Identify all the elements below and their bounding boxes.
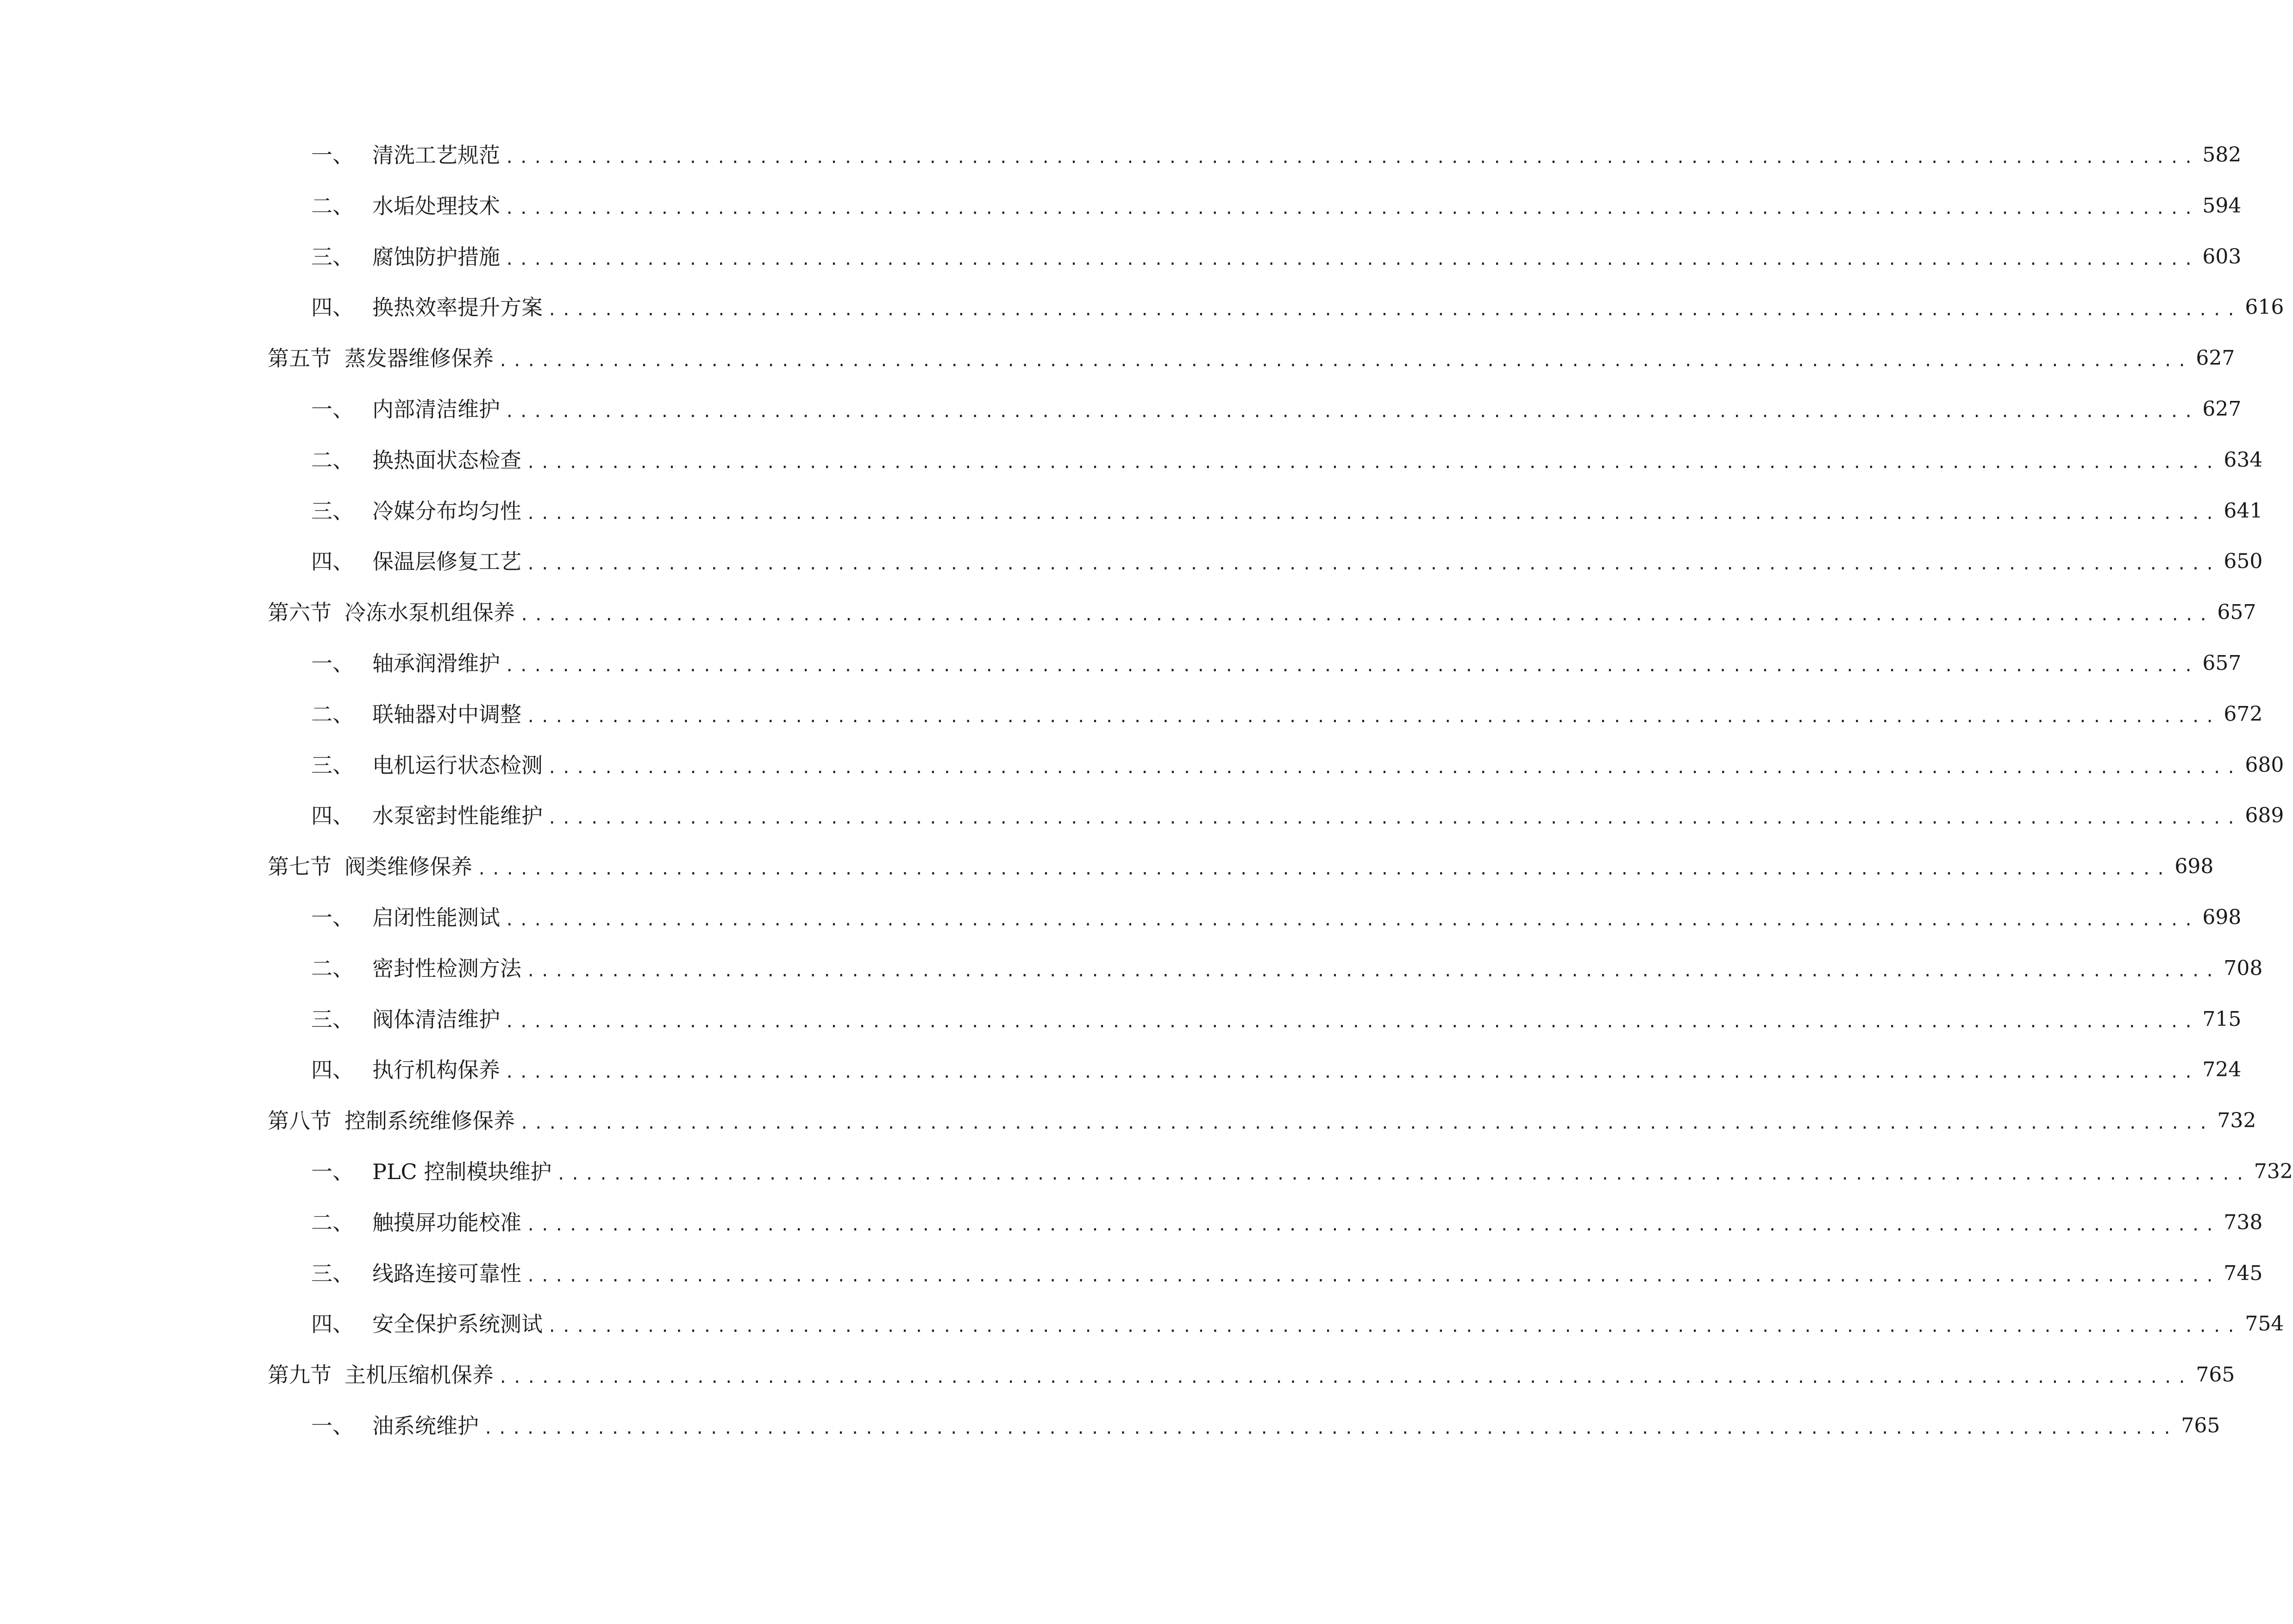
dot-leader: ........................................................................................................................ — [520, 1114, 2213, 1133]
dot-leader: ........................................................................................................................ — [477, 860, 2170, 879]
toc-entry-title: 安全保护系统测试 — [372, 1312, 543, 1337]
dot-leader: ........................................................................................................................ — [498, 1368, 2192, 1387]
toc-entry-title: 腐蚀防护措施 — [372, 244, 500, 269]
toc-entry-number: 三、 — [311, 244, 354, 269]
toc-section-entry[interactable] — [268, 594, 2256, 631]
toc-entry-number: 四、 — [311, 1312, 354, 1337]
toc-entry-number: 二、 — [311, 702, 354, 727]
toc-entry-number: 二、 — [311, 448, 354, 473]
dot-leader: ........................................................................................................................ — [498, 352, 2192, 370]
toc-entry-number: 一、 — [311, 143, 354, 168]
toc-entry-title: 线路连接可靠性 — [372, 1261, 521, 1286]
toc-entry-page-number: 732 — [2217, 1109, 2256, 1132]
toc-entry-page-number: 698 — [2174, 855, 2214, 878]
toc-entry-title: 触摸屏功能校准 — [372, 1210, 521, 1235]
toc-entry-number: 二、 — [311, 1210, 354, 1235]
dot-leader: ........................................................................................................................ — [526, 555, 2219, 574]
toc-entry-number: 四、 — [311, 1057, 354, 1082]
toc-item-entry[interactable] — [311, 696, 2263, 733]
toc-item-entry[interactable] — [311, 289, 2284, 326]
dot-leader: ........................................................................................................................ — [505, 200, 2198, 218]
dot-leader: ........................................................................................................................ — [526, 454, 2219, 472]
toc-entry-number: 一、 — [311, 651, 354, 676]
toc-entry-title: 联轴器对中调整 — [372, 702, 521, 727]
toc-entry-page-number: 650 — [2224, 550, 2263, 573]
toc-section-entry[interactable] — [268, 1102, 2256, 1139]
toc-entry-page-number: 641 — [2224, 499, 2263, 523]
toc-item-entry[interactable] — [311, 391, 2242, 428]
toc-entry-page-number: 634 — [2224, 448, 2263, 472]
dot-leader: ........................................................................................................................ — [505, 250, 2198, 269]
toc-entry-number: 第九节 — [268, 1362, 332, 1387]
toc-entry-page-number: 680 — [2245, 753, 2284, 777]
toc-entry-page-number: 738 — [2224, 1211, 2263, 1234]
toc-entry-page-number: 627 — [2202, 397, 2242, 421]
dot-leader: ........................................................................................................................ — [547, 1318, 2241, 1336]
dot-leader: ........................................................................................................................ — [505, 1063, 2198, 1082]
toc-item-entry[interactable] — [311, 1255, 2263, 1292]
dot-leader: ........................................................................................................................ — [505, 1013, 2198, 1031]
toc-entry-page-number: 657 — [2202, 651, 2242, 675]
toc-item-entry[interactable] — [311, 1051, 2242, 1088]
toc-entry-number: 第八节 — [268, 1108, 332, 1133]
toc-item-entry[interactable] — [311, 1407, 2220, 1444]
dot-leader: ........................................................................................................................ — [547, 759, 2241, 777]
toc-item-entry[interactable] — [311, 747, 2284, 784]
toc-entry-number: 一、 — [311, 1413, 354, 1438]
dot-leader: ........................................................................................................................ — [526, 962, 2219, 981]
toc-entry-title: PLC 控制模块维护 — [372, 1159, 552, 1184]
toc-entry-title: 水泵密封性能维护 — [372, 803, 543, 828]
dot-leader: ........................................................................................................................ — [520, 606, 2213, 625]
toc-entry-title: 换热面状态检查 — [372, 448, 521, 473]
toc-item-entry[interactable] — [311, 137, 2242, 174]
dot-leader: ........................................................................................................................ — [526, 708, 2219, 726]
toc-item-entry[interactable] — [311, 645, 2242, 682]
toc-item-entry[interactable] — [311, 187, 2242, 225]
toc-entry-page-number: 754 — [2245, 1312, 2284, 1336]
toc-entry-page-number: 708 — [2224, 956, 2263, 980]
toc-entry-number: 二、 — [311, 194, 354, 219]
toc-entry-page-number: 616 — [2245, 295, 2284, 319]
dot-leader: ........................................................................................................................ — [505, 911, 2198, 930]
toc-item-entry[interactable] — [311, 1153, 2293, 1190]
toc-entry-number: 四、 — [311, 295, 354, 320]
toc-entry-number: 一、 — [311, 397, 354, 422]
toc-entry-title: 阀类维修保养 — [345, 854, 472, 879]
toc-entry-title: 油系统维护 — [372, 1413, 479, 1438]
toc-entry-title: 控制系统维修保养 — [345, 1108, 515, 1133]
toc-entry-number: 四、 — [311, 803, 354, 828]
toc-item-entry[interactable] — [311, 797, 2284, 834]
toc-entry-number: 一、 — [311, 905, 354, 930]
toc-entry-title: 阀体清洁维护 — [372, 1007, 500, 1032]
toc-entry-page-number: 724 — [2202, 1058, 2242, 1081]
toc-entry-page-number: 745 — [2224, 1262, 2263, 1285]
toc-item-entry[interactable] — [311, 543, 2263, 580]
toc-entry-title: 轴承润滑维护 — [372, 651, 500, 676]
toc-section-entry[interactable] — [268, 340, 2235, 377]
toc-entry-page-number: 594 — [2202, 194, 2242, 218]
toc-entry-title: 冷冻水泵机组保养 — [345, 600, 515, 625]
toc-entry-page-number: 689 — [2245, 804, 2284, 827]
toc-entry-page-number: 765 — [2181, 1414, 2220, 1437]
toc-item-entry[interactable] — [311, 1204, 2263, 1241]
toc-entry-number: 三、 — [311, 753, 354, 778]
toc-entry-number: 二、 — [311, 956, 354, 981]
toc-entry-title: 水垢处理技术 — [372, 194, 500, 219]
toc-entry-title: 执行机构保养 — [372, 1057, 500, 1082]
toc-entry-page-number: 657 — [2217, 600, 2256, 624]
toc-entry-title: 冷媒分布均匀性 — [372, 499, 521, 524]
toc-entry-title: 换热效率提升方案 — [372, 295, 543, 320]
dot-leader: ........................................................................................................................ — [483, 1419, 2177, 1438]
toc-item-entry[interactable] — [311, 442, 2263, 479]
toc-entry-number: 三、 — [311, 1261, 354, 1286]
toc-item-entry[interactable] — [311, 493, 2263, 530]
toc-entry-title: 内部清洁维护 — [372, 397, 500, 422]
dot-leader: ........................................................................................................................ — [547, 809, 2241, 828]
toc-entry-title: 密封性检测方法 — [372, 956, 521, 981]
toc-entry-title: 启闭性能测试 — [372, 905, 500, 930]
toc-entry-page-number: 715 — [2202, 1007, 2242, 1031]
toc-entry-page-number: 627 — [2196, 346, 2235, 370]
toc-section-entry[interactable] — [268, 848, 2214, 885]
toc-entry-number: 三、 — [311, 499, 354, 524]
toc-entry-title: 电机运行状态检测 — [372, 753, 543, 778]
dot-leader: ........................................................................................................................ — [505, 657, 2198, 675]
dot-leader: ........................................................................................................................ — [526, 1216, 2219, 1235]
toc-section-entry[interactable] — [268, 1356, 2235, 1393]
toc-entry-page-number: 582 — [2202, 143, 2242, 167]
toc-item-entry[interactable] — [311, 1305, 2284, 1343]
toc-entry-number: 第五节 — [268, 346, 332, 371]
toc-entry-page-number: 672 — [2224, 702, 2263, 726]
toc-entry-page-number: 765 — [2196, 1363, 2235, 1387]
toc-entry-number: 三、 — [311, 1007, 354, 1032]
dot-leader: ........................................................................................................................ — [526, 1267, 2219, 1286]
toc-item-entry[interactable] — [311, 950, 2263, 987]
toc-entry-number: 第七节 — [268, 854, 332, 879]
toc-entry-page-number: 732 — [2254, 1160, 2293, 1183]
dot-leader: ........................................................................................................................ — [505, 149, 2198, 167]
toc-entry-title: 蒸发器维修保养 — [345, 346, 494, 371]
toc-entry-title: 清洗工艺规范 — [372, 143, 500, 168]
toc-entry-page-number: 698 — [2202, 906, 2242, 929]
dot-leader: ........................................................................................................................ — [505, 403, 2198, 421]
toc-entry-number: 四、 — [311, 549, 354, 574]
toc-entry-title: 主机压缩机保养 — [345, 1362, 494, 1387]
dot-leader: ........................................................................................................................ — [556, 1165, 2249, 1184]
toc-entry-number: 一、 — [311, 1159, 354, 1184]
toc-item-entry[interactable] — [311, 899, 2242, 936]
toc-entry-page-number: 603 — [2202, 245, 2242, 269]
dot-leader: ........................................................................................................................ — [547, 301, 2241, 319]
toc-entry-title: 保温层修复工艺 — [372, 549, 521, 574]
toc-item-entry[interactable] — [311, 238, 2242, 275]
dot-leader: ........................................................................................................................ — [526, 505, 2219, 523]
toc-item-entry[interactable] — [311, 1001, 2242, 1038]
toc-entry-number: 第六节 — [268, 600, 332, 625]
